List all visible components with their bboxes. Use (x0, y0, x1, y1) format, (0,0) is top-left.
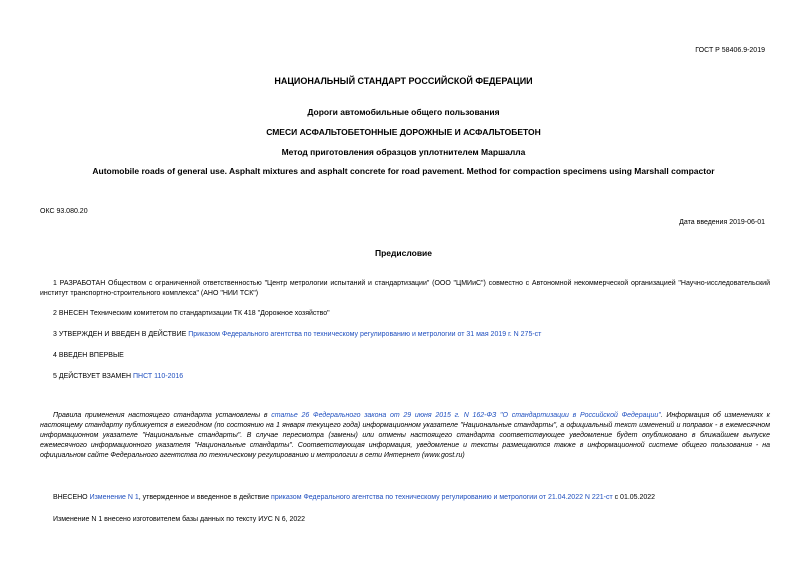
rules-paragraph (40, 411, 770, 461)
subtitle-mixtures: СМЕСИ АСФАЛЬТОБЕТОННЫЕ ДОРОЖНЫЕ И АСФАЛЬТОБЕТОН (266, 127, 541, 137)
subtitle-method: Метод приготовления образцов уплотнителем Маршалла (281, 147, 526, 157)
introduction-date: Дата введения 2019-06-01 (679, 219, 765, 226)
english-title: Automobile roads of general use. Asphalt mixtures and asphalt concrete for road pavement. Method for compaction specimens using Marshall compactor (92, 166, 715, 176)
item-3-text: 3 УТВЕРЖДЕН И ВВЕДЕН В ДЕЙСТВИЕ (53, 331, 189, 338)
preface-item-4: 4 ВВЕДЕН ВПЕРВЫЕ (53, 352, 124, 359)
order-link[interactable]: Приказом Федерального агентства по техническому регулированию и метрологии от 31 мая 2019 г. N 275-ст (188, 331, 542, 338)
amendment-text-b: , утвержденное и введенное в действие (138, 494, 272, 501)
document-code: ГОСТ Р 58406.9-2019 (695, 47, 765, 54)
standard-title: НАЦИОНАЛЬНЫЙ СТАНДАРТ РОССИЙСКОЙ ФЕДЕРАЦИИ (274, 76, 533, 86)
amendment-text-a: ВНЕСЕНО (53, 494, 90, 501)
amendment-order-link[interactable]: приказом Федерального агентства по техническому регулированию и метрологии от 21.04.2022 N 221-ст (271, 494, 613, 501)
amendment-text-c: с 01.05.2022 (612, 494, 656, 501)
preface-item-3 (53, 331, 541, 338)
preface-item-1 (40, 279, 770, 299)
subtitle-roads: Дороги автомобильные общего пользования (307, 107, 500, 117)
preface-item-5 (53, 373, 183, 380)
rules-text-b: . Информация об изменениях к настоящему стандарту публикуется в ежегодном (по состоянию на 1 января текущего года) информационном указателе "Национальные стандарты", а официальный текст изменений и поправок - в ежемесячном информационном указателе "Национальные стандарты". В случае пересмотра (замены) или отмены настоящего стандарта соответствующее уведомление будет опубликовано в ближайшем выпуске ежемесячного информационного указателя "Национальные стандарты". Соответствующая информация, уведомление и тексты размещаются также в информационной системе общего пользования - на официальном сайте Федерального агентства по техническому регулированию и метрологии в сети Интернет (www.gost.ru) (40, 412, 770, 459)
item-1-text: 1 РАЗРАБОТАН Обществом с ограниченной ответственностью "Центр метрологии испытаний и стандартизации" (ООО "ЦМИиС") совместно с Автономной некоммерческой организацией "Научно-исследовательский институт транспортно-строительного комплекса" (АНО "НИИ ТСК") (40, 280, 770, 297)
database-note: Изменение N 1 внесено изготовителем базы данных по тексту ИУС N 6, 2022 (53, 516, 306, 523)
preface-heading: Предисловие (374, 248, 433, 258)
preface-item-2: 2 ВНЕСЕН Техническим комитетом по стандартизации ТК 418 "Дорожное хозяйство" (53, 310, 330, 317)
pnst-link[interactable]: ПНСТ 110-2016 (132, 373, 184, 380)
rules-text-a: Правила применения настоящего стандарта установлены в (53, 412, 272, 419)
amendment-line (53, 494, 655, 501)
federal-law-link[interactable]: статье 26 Федерального закона от 29 июня 2015 г. N 162-ФЗ "О стандартизации в Российской Федерации" (271, 412, 661, 419)
oks-code: ОКС 93.080.20 (40, 208, 88, 215)
item-5-text: 5 ДЕЙСТВУЕТ ВЗАМЕН (53, 373, 133, 380)
amendment-link[interactable]: Изменение N 1 (89, 494, 139, 501)
